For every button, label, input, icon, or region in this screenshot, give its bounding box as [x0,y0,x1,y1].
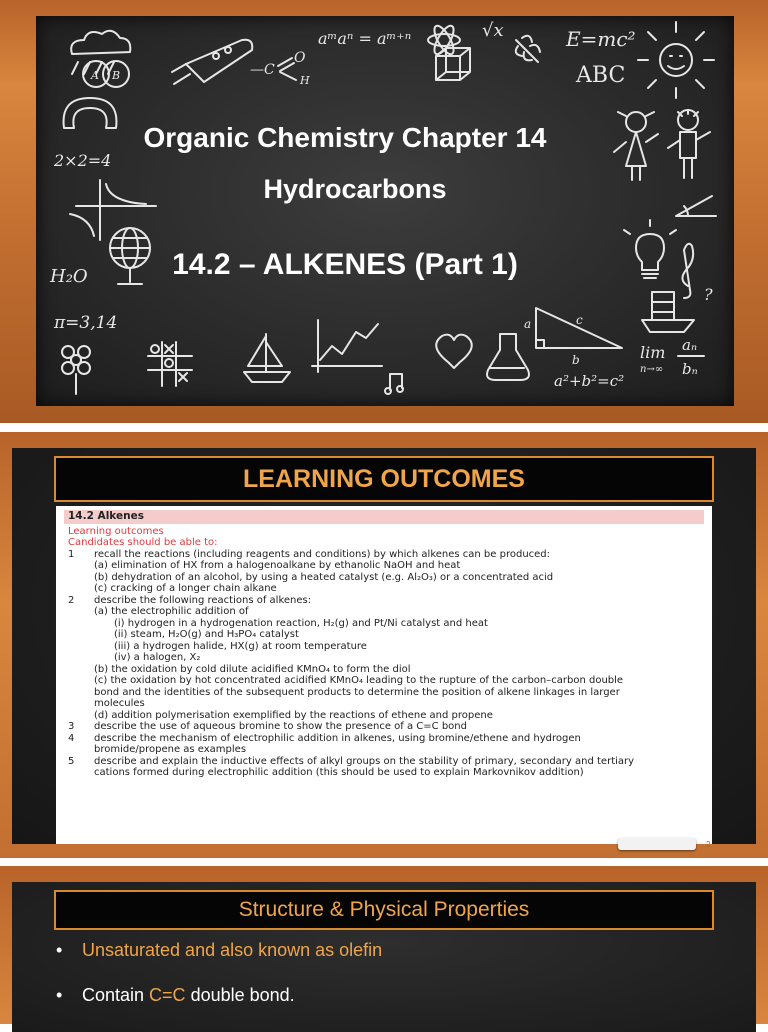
learning-outcomes-banner: LEARNING OUTCOMES [54,456,714,502]
outcomes-panel [56,506,712,844]
outcome-number: 3 [68,721,75,732]
outcome-text: (c) cracking of a longer chain alkane [94,583,277,594]
outcome-text: (ii) steam, H₂O(g) and H₃PO₄ catalyst [114,629,299,640]
sailboat-icon [244,334,290,382]
bullet-text-post: double bond. [185,985,295,1005]
sun-icon [638,22,714,98]
venn-a-label: A [91,69,99,82]
learning-outcomes-label: Learning outcomes [68,525,164,537]
outcome-line [64,549,704,561]
outcome-line [64,595,704,607]
rain-cloud-icon [71,31,130,74]
flower-icon [62,346,90,394]
bullet-double-bond [56,985,295,1006]
outcome-line [64,641,704,653]
outcome-text: (a) elimination of HX from a halogenoalkane by ethanolic NaOH and heat [94,560,461,571]
outcome-text: describe the following reactions of alkenes: [94,594,312,606]
candidates-label: Candidates should be able to: [68,537,218,548]
carbonyl-formula [250,50,310,87]
flask-icon [487,334,529,380]
outcome-text: (c) the oxidation by hot concentrated acidified KMnO₄ leading to the rupture of the carbon–carbon double [94,675,624,686]
outcome-line [64,721,704,733]
question-mark: ? [704,285,713,304]
outcome-line [64,744,704,756]
outcome-line [64,733,704,745]
multiply-formula: 2×2=4 [54,151,112,170]
svg-text:bₙ: bₙ [682,360,698,378]
outcome-text: describe and explain the inductive effects of alkyl groups on the stability of primary, secondary and tertiary [94,755,635,767]
music-note-icon [385,374,403,394]
svg-text:H: H [300,74,310,87]
outcome-number: 2 [68,594,75,606]
outcome-line [64,687,704,699]
outcome-line [64,652,704,664]
outcome-text: (b) the oxidation by cold dilute acidified KMnO₄ to form the diol [94,663,411,675]
svg-text:aₙ: aₙ [682,336,698,354]
structure-banner: Structure & Physical Properties [54,890,714,930]
section-title: 14.2 – ALKENES (Part 1) [172,248,518,281]
outcome-line [64,664,704,676]
chalkboard [36,16,734,406]
svg-text:lim: lim [640,343,666,362]
outcome-line [64,675,704,687]
outcome-text: recall the reactions (including reagents and conditions) by which alkenes can be produced: [94,548,551,560]
bullet-text: Unsaturated and also known as olefin [82,940,383,960]
sqrt-x: √x [482,20,504,41]
limit-formula [640,336,704,378]
energy-formula: E=mc² [566,27,636,51]
slide-3-structure [0,866,768,1024]
heart-icon [436,335,472,368]
chapter-title: Organic Chemistry Chapter 14 [143,122,547,153]
pythagoras-formula: a²+b²=c² [554,372,625,390]
chapter-subtitle: Hydrocarbons [263,174,447,204]
outcome-number: 1 [68,548,75,560]
outcome-line [64,618,704,630]
slide-1-title [0,0,768,423]
chalkboard [12,882,756,1032]
bullet-text-highlight: C=C [149,985,186,1005]
outcome-line [64,583,704,595]
outcome-line [64,756,704,768]
outcome-text: molecules [94,698,145,709]
bullet-dot: • [56,940,63,960]
chalk-doodles [36,16,734,406]
outcome-line [64,629,704,641]
outcome-number: 5 [68,755,75,767]
svg-text:c: c [576,313,583,327]
outcome-text: (a) the electrophilic addition of [94,606,249,617]
outcome-text: describe the mechanism of electrophilic addition in alkenes, using bromine/ethene and hydrogen [94,732,581,744]
outcome-text: (d) addition polymerisation exemplified by the reactions of ethene and propene [94,709,493,721]
chalkboard [12,448,756,844]
bullet-text-pre: Contain [82,985,150,1005]
venn-diagram-icon [83,61,129,87]
outcome-line [64,710,704,722]
outcomes-list [64,549,704,779]
slide-2-learning-outcomes [0,432,768,858]
power-formula: aᵐaⁿ = aᵐ⁺ⁿ [318,29,412,48]
outcome-text: bromide/propene as examples [94,744,247,755]
pi-formula: π=3,14 [54,313,118,333]
outcome-text: bond and the identities of the subsequent products to determine the position of alkene linkages in larger [94,686,620,698]
svg-text:n→∞: n→∞ [640,364,664,375]
outcome-line [64,767,704,779]
right-triangle-icon [524,308,622,367]
svg-text:b: b [572,353,580,367]
outcome-number: 4 [68,732,75,744]
outcome-line [64,698,704,710]
outcome-text: (i) hydrogen in a hydrogenation reaction, H₂(g) and Pt/Ni catalyst and heat [114,617,488,629]
abc-text: ABC [576,63,626,88]
outcome-text: (iii) a hydrogen halide, HX(g) at room temperature [114,640,367,652]
tic-tac-toe-icon [148,342,192,386]
outcome-text: (b) dehydration of an alcohol, by using a heated catalyst (e.g. Al₂O₃) or a concentrated acid [94,571,554,583]
water-formula: H₂O [50,266,88,287]
svg-text:a: a [524,317,532,331]
chalk-tray [618,838,696,850]
bullet-unsaturated [56,940,382,961]
outcome-line [64,560,704,572]
outcome-text: describe the use of aqueous bromine to show the presence of a C=C bond [94,721,467,732]
dragonfly-icon [516,36,540,62]
outcome-text: (iv) a halogen, X₂ [114,652,201,663]
page-number: 2 [706,840,711,849]
bullet-dot: • [56,985,63,1005]
outcomes-header: 14.2 Alkenes [64,510,704,524]
outcome-text: cations formed during electrophilic addition (this should be used to explain Markovnikov addition) [94,767,584,778]
outcome-line [64,572,704,584]
outcome-line [64,606,704,618]
svg-text:O: O [294,50,306,66]
rocket-icon [172,40,252,84]
atom-icon [428,23,460,57]
venn-b-label: B [112,69,121,82]
svg-text:—C: —C [250,62,275,78]
line-graph-icon [312,320,382,372]
